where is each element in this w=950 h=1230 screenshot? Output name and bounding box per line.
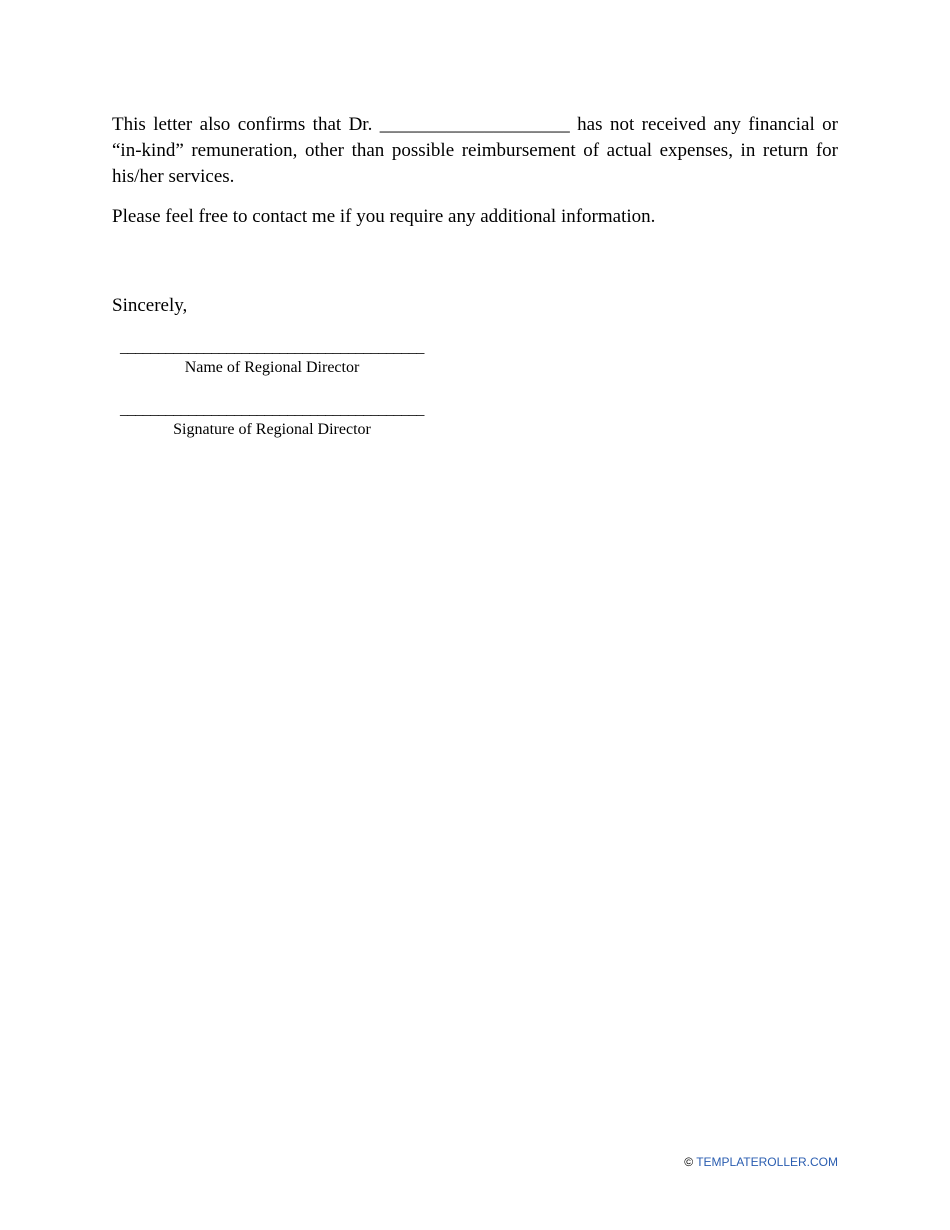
director-signature-caption: Signature of Regional Director xyxy=(173,421,371,438)
director-name-line: ________________________________________ xyxy=(119,339,424,356)
director-name-caption: Name of Regional Director xyxy=(184,359,360,376)
footer-credit xyxy=(684,1154,838,1170)
contact-paragraph: Please feel free to contact me if you require any additional information. xyxy=(112,206,656,227)
confirmation-paragraph: This letter also confirms that Dr. ____________________ has not received any financial or “in-kind” remuneration, other than possible reimbursement of actual expenses, in return for his/her services. xyxy=(112,114,838,187)
director-name-block xyxy=(114,338,430,378)
director-signature-line: ________________________________________ xyxy=(119,401,424,418)
templateroller-link[interactable]: TEMPLATEROLLER.COM xyxy=(696,1155,838,1169)
closing-salutation: Sincerely, xyxy=(112,295,188,316)
director-signature-block xyxy=(114,400,430,440)
copyright-symbol: © xyxy=(684,1155,697,1169)
